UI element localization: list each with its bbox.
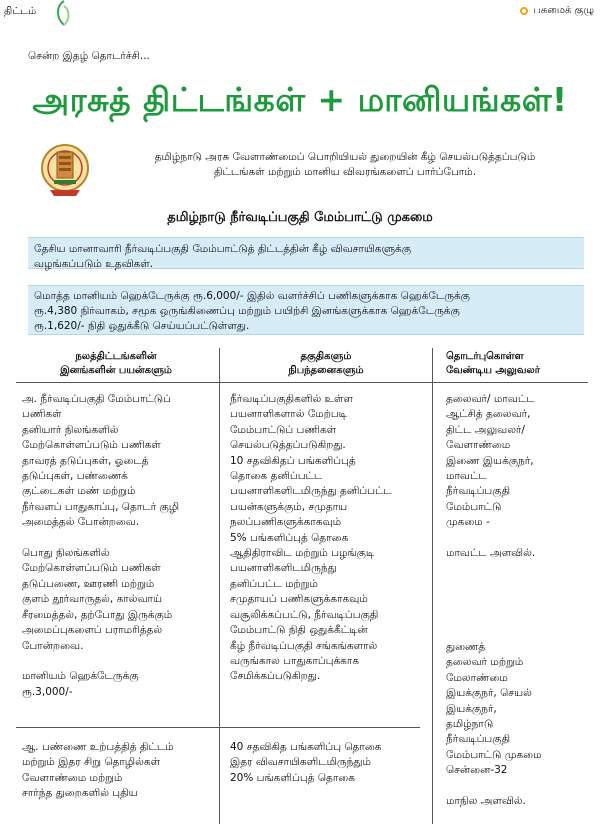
table-cell-row2-benefits: ஆ. பண்ணை உற்பத்தித் திட்டம் மற்றும் இதர சிறு தொழில்கள் வேளாண்மை மற்றும் சார்ந்த துறைகளில் புதிய (22, 741, 174, 800)
table-cell-row1-contact-state: துணைத் தலைவர் மற்றும் மேலாண்மை இயக்குநர், செயல் இயக்குநர், தமிழ்நாடு நீர்வடிப்பகுதி மேம்பாட்டு முகமை சென்னை-32 மாநில அளவில். (446, 641, 542, 808)
table-row-rule (16, 727, 420, 728)
scheme-description (28, 237, 584, 269)
table-divider-2 (432, 348, 433, 824)
table-cell-row2-eligibility: 40 சதவிகித பங்களிப்பு தொகை இதர விவசாயிகளிடமிருந்தும் 20% பங்களிப்புத் தொகை (230, 741, 382, 784)
top-bar (0, 0, 600, 26)
table-header-contact: தொடர்புகொள்ள வேண்டிய அலுவலர் (446, 351, 540, 376)
subsidy-summary (28, 285, 584, 335)
group-label (520, 5, 594, 17)
bullet-dot-icon (520, 7, 528, 15)
table-header-rule (16, 382, 588, 383)
page-title: அரசுத் திட்டங்கள் + மானியங்கள்! (32, 80, 568, 119)
tamilnadu-emblem-icon (40, 140, 90, 198)
table-cell-row1-benefits: அ. நீர்வடிப்பகுதி மேம்பாட்டுப் பணிகள் தனியார் நிலங்களில் மேற்கொள்ளப்படும் பணிகள் தாவரத் தடுப்புகள், ஓடைத் தடுப்புகள், பண்ணைக் குட்டைகள் மண் மற்றும் நீர்வளப் பாதுகாப்பு, தொடர் குழி அமைத்தல் போன்றவை. பொது நிலங்களில் மேற்கொள்ளப்படும் பணிகள் தடுப்பணை, ஊரணி மற்றும் குளம் தூர்வாருதல், கால்வாய் சீரமைத்தல், தற்போது இருக்கும் அமைப்புகளைப் பராமரித்தல் போன்றவை. மானியம் ஹெக்டேருக்கு ரூ.3,000/- (22, 393, 180, 698)
department-title: தமிழ்நாடு நீர்வடிப்பகுதி மேம்பாட்டு முகமை (167, 210, 433, 225)
section-label: திட்டம் (4, 6, 37, 17)
scheme-description-text: தேசிய மானாவாரி நீர்வடிப்பகுதி மேம்பாட்டுத் திட்டத்தின் கீழ் விவசாயிகளுக்கு வழங்கப்படும் உதவிகள். (34, 243, 412, 270)
table-header-eligibility: தகுதிகளும் நிபந்தனைகளும் (288, 351, 364, 376)
subsidy-summary-text: மொத்த மானியம் ஹெக்டேருக்கு ரூ.6,000/- இதில் வளர்ச்சிப் பணிகளுக்காக ஹெக்டேருக்கு ரூ.4,380 நிர்வாகம், சமூக ஒருங்கிணைப்பு மற்றும் பயிற்சி இனங்களுக்காக ஹெக்டேருக்கு ரூ.1,620/- நிதி ஒதுக்கீடு செய்யப்பட்டுள்ளது. (34, 290, 470, 332)
leaf-swirl-icon (52, 0, 76, 26)
table-cell-row1-eligibility: நீர்வடிப்பகுதிகளில் உள்ள பயனாளிகளால் மேற்படி மேம்பாட்டுப் பணிகள் செயல்படுத்தப்படுகிறது. 10 சதவிகிதப் பங்களிப்புத் தொகை தனிப்பட்ட பயனாளிகளிடமிருந்து தனிப்பட்ட பயன்களுக்கும், சமுதாய நலப்பணிகளுக்காகவும் 5% பங்களிப்புத் தொகை ஆதிதிராவிட மற்றும் பழங்குடி பயனாளிகளிடமிருந்து தனிப்பட்ட மற்றும் சமுதாயப் பணிகளுக்காகவும் வசூலிக்கப்பட்டு, நீர்வடிப்பகுதி மேம்பாட்டு நிதி ஒதுக்கீட்டின் கீழ் நீர்வடிப்பகுதி சங்கங்களால் வருங்கால பாதுகாப்புக்காக சேமிக்கப்படுகிறது. (230, 393, 392, 683)
table-divider-1 (219, 348, 220, 824)
group-label-text: பசுமைக் குழு (533, 5, 594, 16)
table-header-benefits: நலத்திட்டங்களின் இனங்களின் பயன்களும் (60, 351, 172, 376)
continued-label: சென்ற இதழ் தொடர்ச்சி... (28, 50, 150, 62)
intro-text-content: தமிழ்நாடு அரசு வேளாண்மைப் பொறியியல் துறையின் கீழ் செயல்படுத்தப்படும் திட்டங்கள் மற்றும் மானிய விவரங்களைப் பார்ப்போம். (154, 151, 536, 178)
intro-text (110, 150, 580, 180)
table-cell-row1-contact-district: தலைவர்/ மாவட்ட ஆட்சித் தலைவர், திட்ட அலுவலர்/ வேளாண்மை இணை இயக்குநர், மாவட்ட நீர்வடிப்பகுதி மேம்பாட்டு முகமை - மாவட்ட அளவில். (446, 393, 536, 560)
